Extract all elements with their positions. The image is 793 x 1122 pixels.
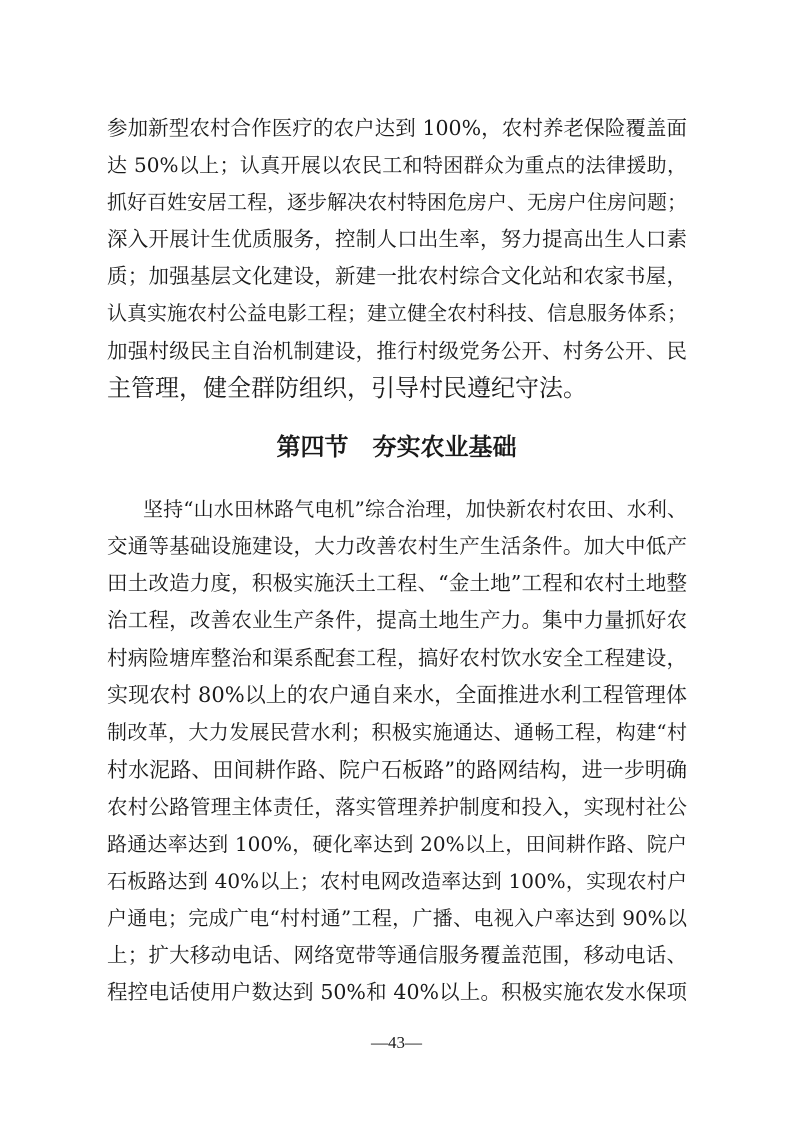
text-line: 实现农村 80%以上的农户通自来水，全面推进水利工程管理体 — [107, 683, 687, 707]
text-line: 制改革，大力发展民营水利；积极实施通达、通畅工程，构建“村 — [107, 720, 687, 744]
text-line: 治工程，改善农业生产条件，提高土地生产力。集中力量抓好农 — [107, 608, 687, 632]
text-line: 农村公路管理主体责任，落实管理养护制度和投入，实现村社公 — [107, 795, 687, 819]
page-number: —43— — [371, 1033, 422, 1052]
text-line: 上；扩大移动电话、网络宽带等通信服务覆盖范围，移动电话、 — [107, 943, 687, 967]
text-line: 认真实施农村公益电影工程；建立健全农村科技、信息服务体系； — [107, 301, 687, 325]
text-line: 坚持“山水田林路气电机”综合治理，加快新农村农田、水利、 — [143, 497, 687, 521]
section-heading: 第四节 夯实农业基础 — [276, 432, 517, 461]
text-line: 交通等基础设施建设，大力改善农村生产生活条件。加大中低产 — [107, 534, 687, 558]
text-line: 达 50%以上；认真开展以农民工和特困群众为重点的法律援助， — [107, 153, 687, 177]
text-line: 参加新型农村合作医疗的农户达到 100%，农村养老保险覆盖面 — [107, 116, 687, 140]
text-line: 主管理，健全群防组织，引导村民遵纪守法。 — [107, 374, 587, 402]
text-line: 石板路达到 40%以上；农村电网改造率达到 100%，实现农村户 — [107, 869, 687, 893]
text-line: 加强村级民主自治机制建设，推行村级党务公开、村务公开、民 — [107, 339, 687, 363]
text-line: 抓好百姓安居工程，逐步解决农村特困危房户、无房户住房问题； — [107, 190, 687, 214]
text-line: 户通电；完成广电“村村通”工程，广播、电视入户率达到 90%以 — [107, 906, 687, 930]
text-line: 村病险塘库整治和渠系配套工程，搞好农村饮水安全工程建设， — [107, 646, 687, 670]
text-line: 程控电话使用户数达到 50%和 40%以上。积极实施农发水保项 — [107, 980, 687, 1004]
text-line: 质；加强基层文化建设，新建一批农村综合文化站和农家书屋， — [107, 264, 687, 288]
text-line: 田土改造力度，积极实施沃土工程、“金土地”工程和农村土地整 — [107, 571, 687, 595]
text-line: 路通达率达到 100%，硬化率达到 20%以上，田间耕作路、院户 — [107, 832, 687, 856]
text-line: 村水泥路、田间耕作路、院户石板路”的路网结构，进一步明确 — [107, 758, 687, 782]
text-line: 深入开展计生优质服务，控制人口出生率，努力提高出生人口素 — [107, 227, 687, 251]
